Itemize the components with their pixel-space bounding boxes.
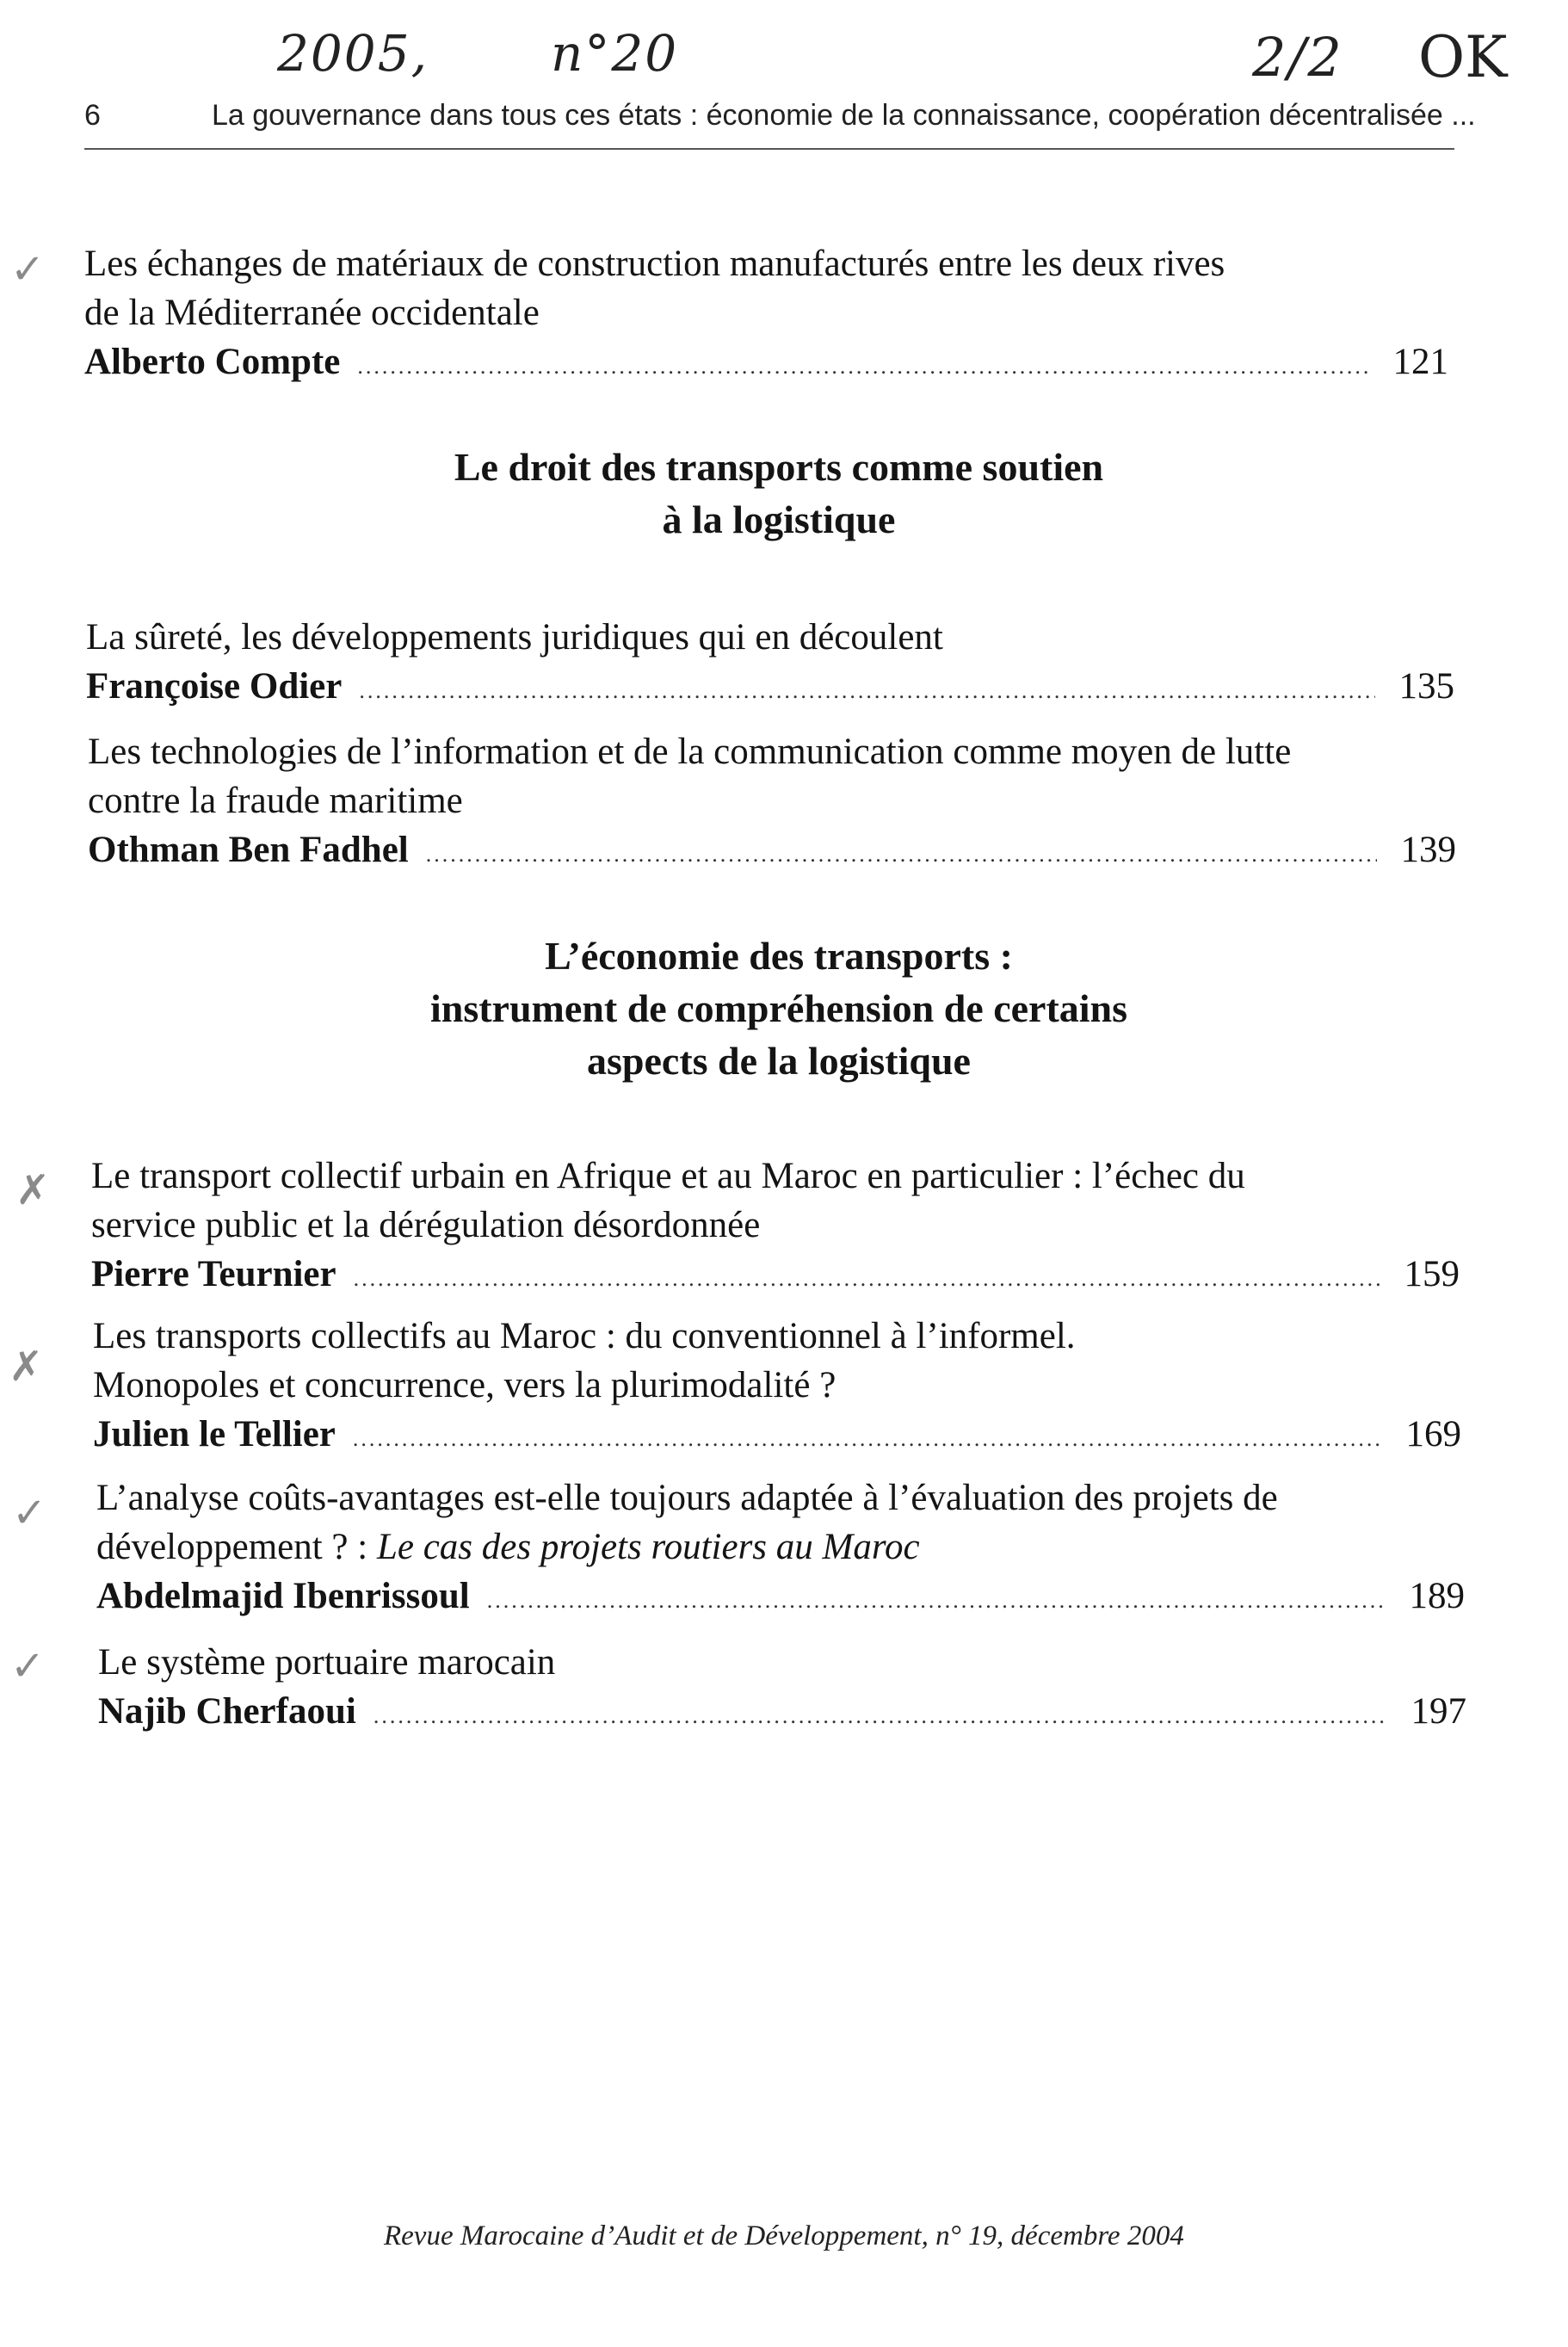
dot-leader xyxy=(353,1414,1382,1463)
entry-title-line: Le transport collectif urbain en Afrique et au Maroc en particulier : l’échec du xyxy=(91,1156,1245,1196)
handwritten-fraction-note: 2/2 xyxy=(1252,26,1343,89)
entry-page-number: 169 xyxy=(1405,1414,1461,1455)
dot-leader xyxy=(487,1576,1386,1625)
dot-leader xyxy=(359,666,1375,715)
entry-author: Françoise Odier xyxy=(86,666,343,707)
toc-entry xyxy=(86,613,1454,715)
section-heading-line: aspects de la logistique xyxy=(587,1039,971,1083)
handwritten-year-note: 2005, xyxy=(277,24,429,83)
toc-entry xyxy=(91,1152,1460,1303)
dot-leader xyxy=(373,1691,1387,1740)
entry-author-row xyxy=(98,1687,1466,1740)
entry-author: Najib Cherfaoui xyxy=(98,1691,356,1732)
margin-check-icon: ✓ xyxy=(10,1642,46,1690)
section-heading-line: L’économie des transports : xyxy=(545,934,1013,978)
entry-page-number: 121 xyxy=(1392,342,1448,382)
entry-author: Othman Ben Fadhel xyxy=(88,830,409,870)
entry-title-line: Monopoles et concurrence, vers la plurimodalité ? xyxy=(93,1365,836,1405)
running-header-title: La gouvernance dans tous ces états : économie de la connaissance, coopération décentralisée ... xyxy=(212,99,1476,132)
margin-check-icon: ✓ xyxy=(10,245,46,293)
entry-author-row xyxy=(96,1572,1465,1625)
toc-entry xyxy=(96,1473,1465,1625)
entry-author: Alberto Compte xyxy=(84,342,341,382)
handwritten-number-note: n°20 xyxy=(551,24,679,83)
entry-title-line: Le système portuaire marocain xyxy=(98,1642,556,1683)
entry-page-number: 159 xyxy=(1404,1254,1460,1294)
header-divider xyxy=(84,148,1454,150)
entry-title-line: Les transports collectifs au Maroc : du conventionnel à l’informel. xyxy=(93,1316,1076,1356)
entry-title-line: contre la fraude maritime xyxy=(88,781,463,821)
entry-page-number: 189 xyxy=(1409,1576,1465,1616)
section-heading-line: à la logistique xyxy=(662,497,896,541)
entry-author-row xyxy=(88,825,1456,879)
toc-entry xyxy=(84,239,1448,391)
entry-title-line: L’analyse coûts-avantages est-elle toujours adaptée à l’évaluation des projets de xyxy=(96,1478,1278,1518)
section-heading xyxy=(258,441,1299,546)
entry-title-italic: Le cas des projets routiers au Maroc xyxy=(376,1527,920,1567)
entry-title-line: Les échanges de matériaux de construction manufacturés entre les deux rives xyxy=(84,244,1225,284)
page-number: 6 xyxy=(84,99,101,132)
section-heading xyxy=(258,930,1299,1087)
entry-page-number: 135 xyxy=(1398,666,1454,707)
dot-leader xyxy=(357,342,1369,391)
entry-title-line: de la Méditerranée occidentale xyxy=(84,293,540,333)
toc-entry xyxy=(98,1638,1466,1740)
dot-leader xyxy=(354,1254,1380,1303)
entry-author-row xyxy=(86,662,1454,715)
entry-page-number: 197 xyxy=(1411,1691,1466,1732)
entry-author-row xyxy=(93,1410,1461,1463)
handwritten-ok-note: OK xyxy=(1418,24,1508,90)
section-heading-line: instrument de compréhension de certains xyxy=(429,986,1128,1030)
entry-title-text: développement ? : xyxy=(96,1527,377,1567)
entry-title-line: service public et la dérégulation désordonnée xyxy=(91,1205,761,1245)
entry-author: Pierre Teurnier xyxy=(91,1254,336,1294)
dot-leader xyxy=(426,830,1377,879)
entry-page-number: 139 xyxy=(1400,830,1456,870)
entry-title-line: La sûreté, les développements juridiques qui en découlent xyxy=(86,617,943,658)
entry-author: Julien le Tellier xyxy=(93,1414,336,1455)
margin-cross-icon: ✗ xyxy=(15,1166,51,1214)
journal-footer: Revue Marocaine d’Audit et de Développement, n° 19, décembre 2004 xyxy=(384,2220,1184,2251)
margin-cross-icon: ✗ xyxy=(9,1343,44,1391)
margin-check-icon: ✓ xyxy=(12,1489,47,1537)
toc-entry xyxy=(88,727,1456,879)
entry-author: Abdelmajid Ibenrissoul xyxy=(96,1576,470,1616)
entry-title-line xyxy=(96,1522,1465,1572)
entry-author-row xyxy=(84,337,1448,391)
entry-title-line: Les technologies de l’information et de la communication comme moyen de lutte xyxy=(88,732,1292,772)
entry-author-row xyxy=(91,1250,1460,1303)
section-heading-line: Le droit des transports comme soutien xyxy=(454,445,1104,489)
toc-entry xyxy=(93,1312,1461,1463)
